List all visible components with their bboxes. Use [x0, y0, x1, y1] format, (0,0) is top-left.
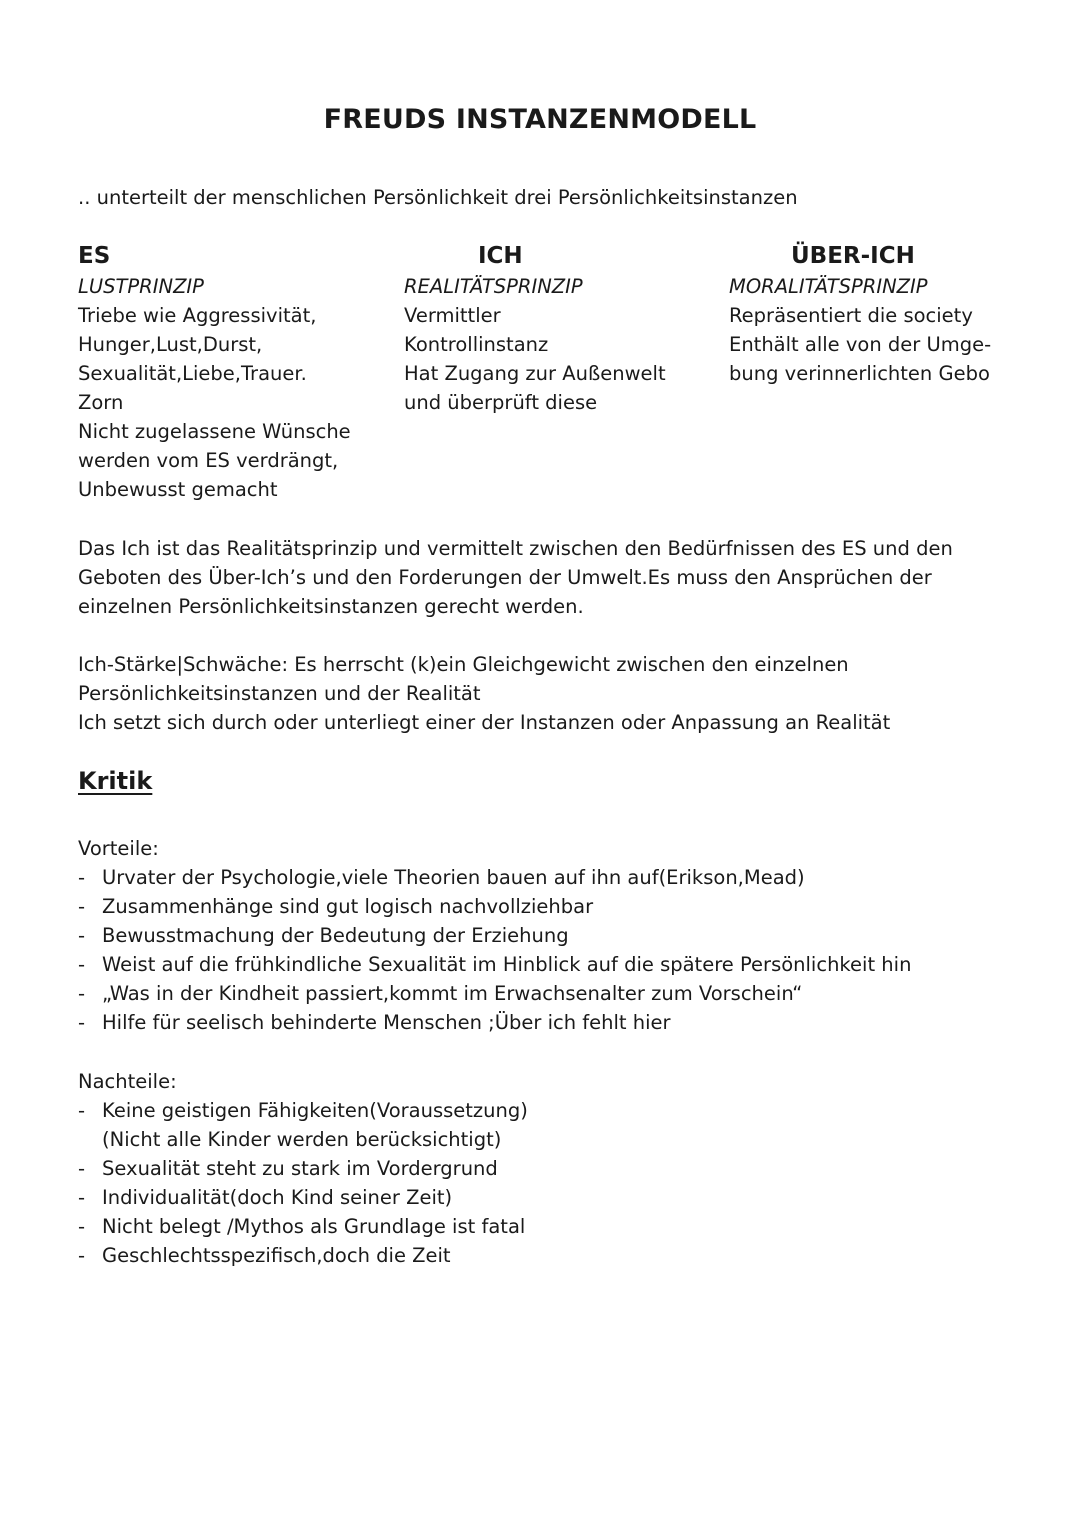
es-line: Sexualität,Liebe,Trauer.: [78, 362, 307, 385]
list-item: - Weist auf die frühkindliche Sexualität im Hinblick auf die spätere Persönlichkeit hin: [78, 950, 911, 979]
ueber-ich-line: Repräsentiert die society: [729, 304, 973, 327]
list-item: - Sexualität steht zu stark im Vordergrund: [78, 1154, 528, 1183]
list-item: - Individualität(doch Kind seiner Zeit): [78, 1183, 528, 1212]
es-line: werden vom ES verdrängt,: [78, 449, 339, 472]
vorteile-list: [78, 863, 911, 1037]
ich-line: und überprüft diese: [404, 391, 598, 414]
list-item: - Geschlechtsspezifisch,doch die Zeit: [78, 1241, 528, 1270]
ich-staerke-line: Persönlichkeitsinstanzen und der Realität: [78, 682, 481, 705]
ich-staerke-paragraph: [78, 650, 1018, 737]
list-item-text: - Keine geistigen Fähigkeiten(Voraussetzung): [102, 1099, 528, 1122]
column-ich: [404, 240, 704, 417]
ich-staerke-line: Ich-Stärke|Schwäche: Es herrscht (k)ein Gleichgewicht zwischen den einzelnen: [78, 653, 849, 676]
vorteile-section: [78, 834, 911, 1037]
es-line: Nicht zugelassene Wünsche: [78, 420, 351, 443]
intro-text: .. unterteilt der menschlichen Persönlichkeit drei Persönlichkeitsinstanzen: [78, 186, 798, 209]
list-item: - „Was in der Kindheit passiert,kommt im Erwachsenalter zum Vorschein“: [78, 979, 911, 1008]
ueber-ich-line: Enthält alle von der Umge-: [729, 333, 992, 356]
list-item: - Bewusstmachung der Bedeutung der Erziehung: [78, 921, 911, 950]
es-line: Hunger,Lust,Durst,: [78, 333, 263, 356]
ich-explanation-paragraph: Das Ich ist das Realitätsprinzip und vermittelt zwischen den Bedürfnissen des ES und den Geboten des Über-Ich’s und den Forderungen der Umwelt.Es muss den Ansprüchen der einzelnen Persönlichkeitsinstanzen gerecht werden.: [78, 537, 953, 618]
column-es: [78, 240, 378, 504]
es-line: Unbewusst gemacht: [78, 478, 278, 501]
es-principle: LUSTPRINZIP: [78, 275, 204, 298]
ueber-ich-heading: ÜBER-ICH: [791, 243, 915, 269]
ich-line: Hat Zugang zur Außenwelt: [404, 362, 666, 385]
nachteile-section: [78, 1067, 528, 1270]
list-item: - Urvater der Psychologie,viele Theorien bauen auf ihn auf(Erikson,Mead): [78, 863, 911, 892]
es-heading: ES: [78, 243, 111, 269]
ich-principle: REALITÄTSPRINZIP: [404, 275, 583, 298]
ueber-ich-line: bung verinnerlichten Gebo: [729, 362, 990, 385]
kritik-heading: Kritik: [78, 767, 153, 795]
list-item: - Zusammenhänge sind gut logisch nachvollziehbar: [78, 892, 911, 921]
list-item: - Nicht belegt /Mythos als Grundlage ist fatal: [78, 1212, 528, 1241]
nachteile-label: Nachteile:: [78, 1070, 177, 1093]
column-ueber-ich: [729, 240, 1059, 388]
list-item-continuation: (Nicht alle Kinder werden berücksichtigt): [102, 1128, 502, 1151]
list-item: [78, 1096, 528, 1154]
page-title: FREUDS INSTANZENMODELL: [323, 104, 757, 135]
nachteile-list: [78, 1096, 528, 1270]
es-line: Triebe wie Aggressivität,: [78, 304, 317, 327]
vorteile-label: Vorteile:: [78, 837, 159, 860]
ich-line: Vermittler: [404, 304, 501, 327]
ich-line: Kontrollinstanz: [404, 333, 549, 356]
ich-heading: ICH: [478, 243, 523, 269]
list-item: - Hilfe für seelisch behinderte Menschen ;Über ich fehlt hier: [78, 1008, 911, 1037]
es-line: Zorn: [78, 391, 124, 414]
ueber-ich-principle: MORALITÄTSPRINZIP: [729, 275, 928, 298]
ich-staerke-line: Ich setzt sich durch oder unterliegt einer der Instanzen oder Anpassung an Realität: [78, 711, 891, 734]
